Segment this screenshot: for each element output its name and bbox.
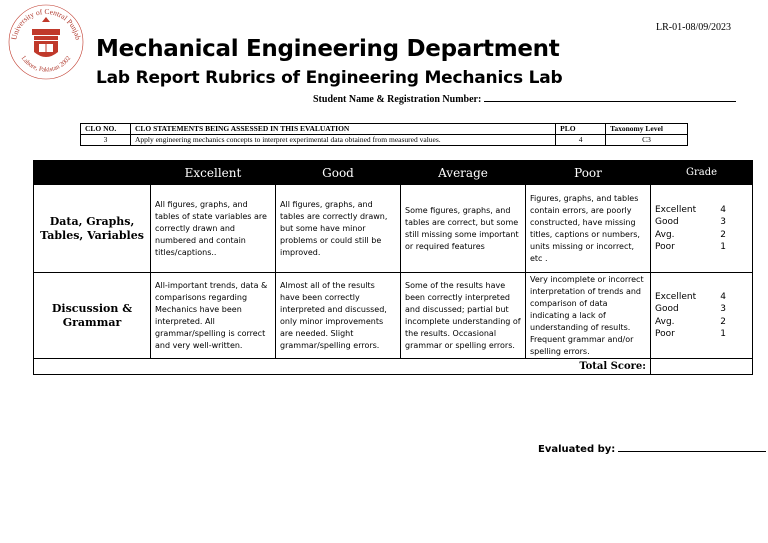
clo-no-cell: 3: [81, 135, 131, 146]
total-row: [34, 359, 753, 375]
grade-header: Grade: [651, 161, 753, 185]
grade-cell[interactable]: [651, 273, 753, 359]
grade-option[interactable]: Excellent 4: [655, 204, 726, 215]
taxonomy-header: Taxonomy Level: [606, 124, 688, 135]
grade-option[interactable]: Excellent 4: [655, 291, 726, 302]
evaluated-by-field[interactable]: [538, 442, 766, 455]
evaluated-by-label: Evaluated by:: [538, 444, 616, 455]
grade-option[interactable]: Avg. 2: [655, 316, 726, 327]
clo-no-header: CLO NO.: [81, 124, 131, 135]
grade-option[interactable]: Avg. 2: [655, 229, 726, 240]
evaluated-by-blank-line[interactable]: [618, 442, 766, 452]
clo-header-row: [81, 124, 688, 135]
table-row: [34, 273, 753, 359]
poor-cell: Figures, graphs, and tables contain errors, are poorly constructed, have missing titles, captions or numbers, units missing or incorrect, etc .: [526, 185, 651, 273]
document-reference: LR-01-08/09/2023: [656, 22, 731, 33]
poor-header: Poor: [526, 161, 651, 185]
student-name-blank-line[interactable]: [484, 93, 736, 102]
average-cell: Some of the results have been correctly interpreted and discussed; partial but incomplete understanding of the results. Occasional grammar or spelling errors.: [401, 273, 526, 359]
clo-table: [80, 123, 688, 146]
good-cell: All figures, graphs, and tables are correctly drawn, but some have minor problems or could still be improved.: [276, 185, 401, 273]
table-row: [34, 185, 753, 273]
average-header: Average: [401, 161, 526, 185]
grade-option[interactable]: Poor 1: [655, 329, 726, 339]
seal-top-text: University of Central Punjab: [9, 6, 83, 41]
student-name-field[interactable]: [313, 93, 736, 105]
average-cell: Some figures, graphs, and tables are correct, but some still missing some important or required features: [401, 185, 526, 273]
grade-option[interactable]: Poor 1: [655, 242, 726, 252]
good-header: Good: [276, 161, 401, 185]
grade-option[interactable]: Good 3: [655, 304, 726, 314]
grade-option[interactable]: Good 3: [655, 217, 726, 227]
excellent-cell: All figures, graphs, and tables of state variables are correctly drawn and numbered and contain titles/captions..: [151, 185, 276, 273]
clo-statement-cell: Apply engineering mechanics concepts to interpret experimental data obtained from measured values.: [130, 135, 555, 146]
clo-statement-header: CLO STATEMENTS BEING ASSESSED IN THIS EVALUATION: [130, 124, 555, 135]
criterion-cell: Discussion & Grammar: [34, 273, 151, 359]
poor-cell: Very incomplete or incorrect interpretation of trends and comparison of data indicating a lack of understanding of results. Frequent grammar and/or spelling errors.: [526, 273, 651, 359]
clo-row: [81, 135, 688, 146]
criterion-header: [34, 161, 151, 185]
criterion-cell: Data, Graphs, Tables, Variables: [34, 185, 151, 273]
excellent-header: Excellent: [151, 161, 276, 185]
total-score-field[interactable]: [651, 359, 753, 375]
page-subtitle: Lab Report Rubrics of Engineering Mechanics Lab: [96, 68, 563, 88]
grade-cell[interactable]: [651, 185, 753, 273]
taxonomy-cell: C3: [606, 135, 688, 146]
excellent-cell: All-important trends, data & comparisons regarding Mechanics have been interpreted. All grammar/spelling is correct and very well-written.: [151, 273, 276, 359]
seal-bottom-text: Lahore, Pakistan 2002: [19, 54, 73, 74]
student-name-label: Student Name & Registration Number:: [313, 94, 482, 105]
rubric-table: [33, 160, 753, 375]
page-title: Mechanical Engineering Department: [96, 36, 560, 62]
good-cell: Almost all of the results have been correctly interpreted and discussed, only minor improvements are needed. Slight grammar/spelling errors.: [276, 273, 401, 359]
rubric-header-row: [34, 161, 753, 185]
plo-header: PLO: [556, 124, 606, 135]
total-score-label: Total Score:: [34, 359, 651, 375]
plo-cell: 4: [556, 135, 606, 146]
university-seal-icon: [6, 2, 86, 82]
